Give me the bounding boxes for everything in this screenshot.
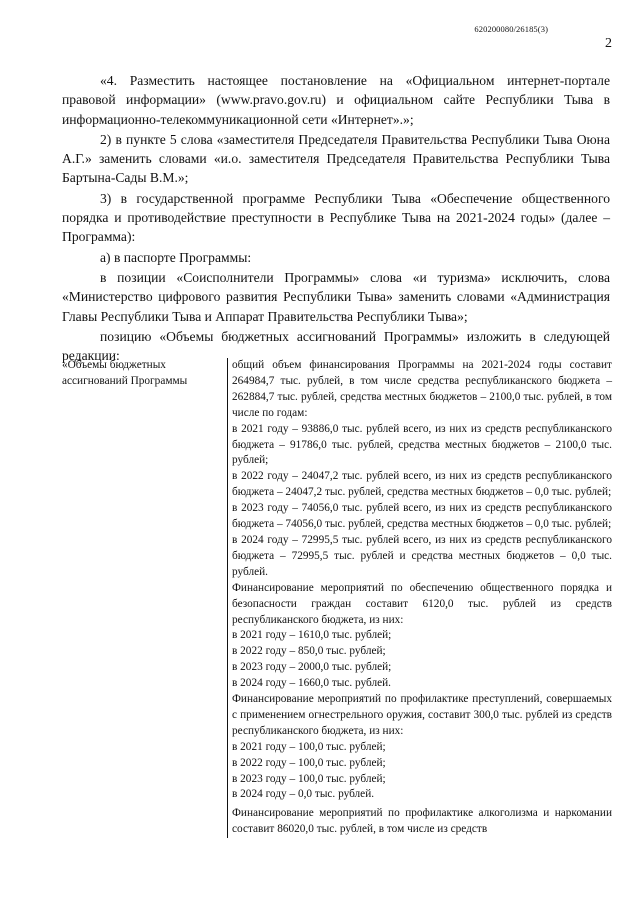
budget-line: в 2021 году – 93886,0 тыс. рублей всего, из них из средств республиканского бюджета – 91786,0 тыс. рублей, средства местных бюджетов – 2100,0 тыс. рублей;	[232, 422, 612, 467]
budget-line: в 2023 году – 2000,0 тыс. рублей;	[232, 661, 392, 674]
budget-line: Финансирование мероприятий по профилактике преступлений, совершаемых с применением огнестрельного оружия, составит 300,0 тыс. рублей из средств республиканского бюджета, из них:	[232, 693, 612, 737]
budget-line: общий объем финансирования Программы на 2021-2024 годы составит 264984,7 тыс. рублей, в том числе средства республиканского бюджета – 262884,7 тыс. рублей, средства местных бюджетов – 2100,0 тыс. рублей, в том числе по годам:	[232, 359, 612, 419]
paragraph-item-4: «4. Разместить настоящее постановление на «Официальном интернет-портале правовой информации» (www.pravo.gov.ru) и официальном сайте Республики Тыва в информационно-телекоммуникационной сети «Интернет».»;	[62, 73, 610, 127]
paragraph-co-executors: в позиции «Соисполнители Программы» слова «и туризма» исключить, слова «Министерство цифрового развития Республики Тыва» заменить словами «Администрация Главы Республики Тыва и Аппарат Правительства Республики Тыва»;	[62, 269, 610, 324]
document-code: 620200080/26185(3)	[474, 24, 548, 34]
budget-line: в 2022 году – 24047,2 тыс. рублей всего, из них из средств республиканского бюджета – 24047,2 тыс. рублей, средства местных бюджетов – 0,0 тыс. рублей;	[232, 470, 612, 499]
paragraph-item-2: 2) в пункте 5 слова «заместителя Председателя Правительства Республики Тыва Оюна А.Г.» заменить словами «и.о. заместителя Председателя Правительства Республики Тыва Бартына-Сады В.М.»;	[62, 131, 610, 186]
budget-line: в 2024 году – 0,0 тыс. рублей.	[232, 788, 375, 801]
budget-line: в 2021 году – 1610,0 тыс. рублей;	[232, 629, 392, 642]
document-body	[62, 71, 610, 365]
budget-line: в 2024 году – 1660,0 тыс. рублей.	[232, 677, 392, 690]
budget-table-content	[227, 358, 612, 838]
budget-line: в 2023 году – 74056,0 тыс. рублей всего, из них из средств республиканского бюджета – 74056,0 тыс. рублей, средства местных бюджетов – 0,0 тыс. рублей;	[232, 502, 612, 531]
budget-table	[62, 358, 612, 838]
budget-table-label: «Объемы бюджетных ассигнований Программы	[62, 359, 188, 387]
budget-line: в 2022 году – 850,0 тыс. рублей;	[232, 645, 386, 658]
paragraph-budget-position: позицию «Объемы бюджетных ассигнований Программы» изложить в следующей редакции:	[62, 328, 610, 364]
budget-line: в 2022 году – 100,0 тыс. рублей;	[232, 756, 386, 769]
budget-line: Финансирование мероприятий по обеспечению общественного порядка и безопасности граждан составит 6120,0 тыс. рублей из средств республиканского бюджета, из них:	[232, 581, 612, 626]
paragraph-item-3: 3) в государственной программе Республики Тыва «Обеспечение общественного порядка и противодействие преступности в Республике Тыва на 2021-2024 годы» (далее – Программа):	[62, 190, 610, 245]
budget-line: в 2023 году – 100,0 тыс. рублей;	[232, 772, 386, 785]
page-number: 2	[605, 36, 612, 51]
budget-line: Финансирование мероприятий по профилактике алкоголизма и наркомании составит 86020,0 тыс. рублей, в том числе из средств	[232, 807, 612, 836]
budget-line: в 2021 году – 100,0 тыс. рублей;	[232, 740, 386, 753]
paragraph-passport: а) в паспорте Программы:	[100, 249, 252, 265]
budget-line: в 2024 году – 72995,5 тыс. рублей всего, из них из средств республиканского бюджета – 72995,5 тыс. рублей и средства местных бюджетов – 0,0 тыс. рублей.	[232, 533, 612, 578]
